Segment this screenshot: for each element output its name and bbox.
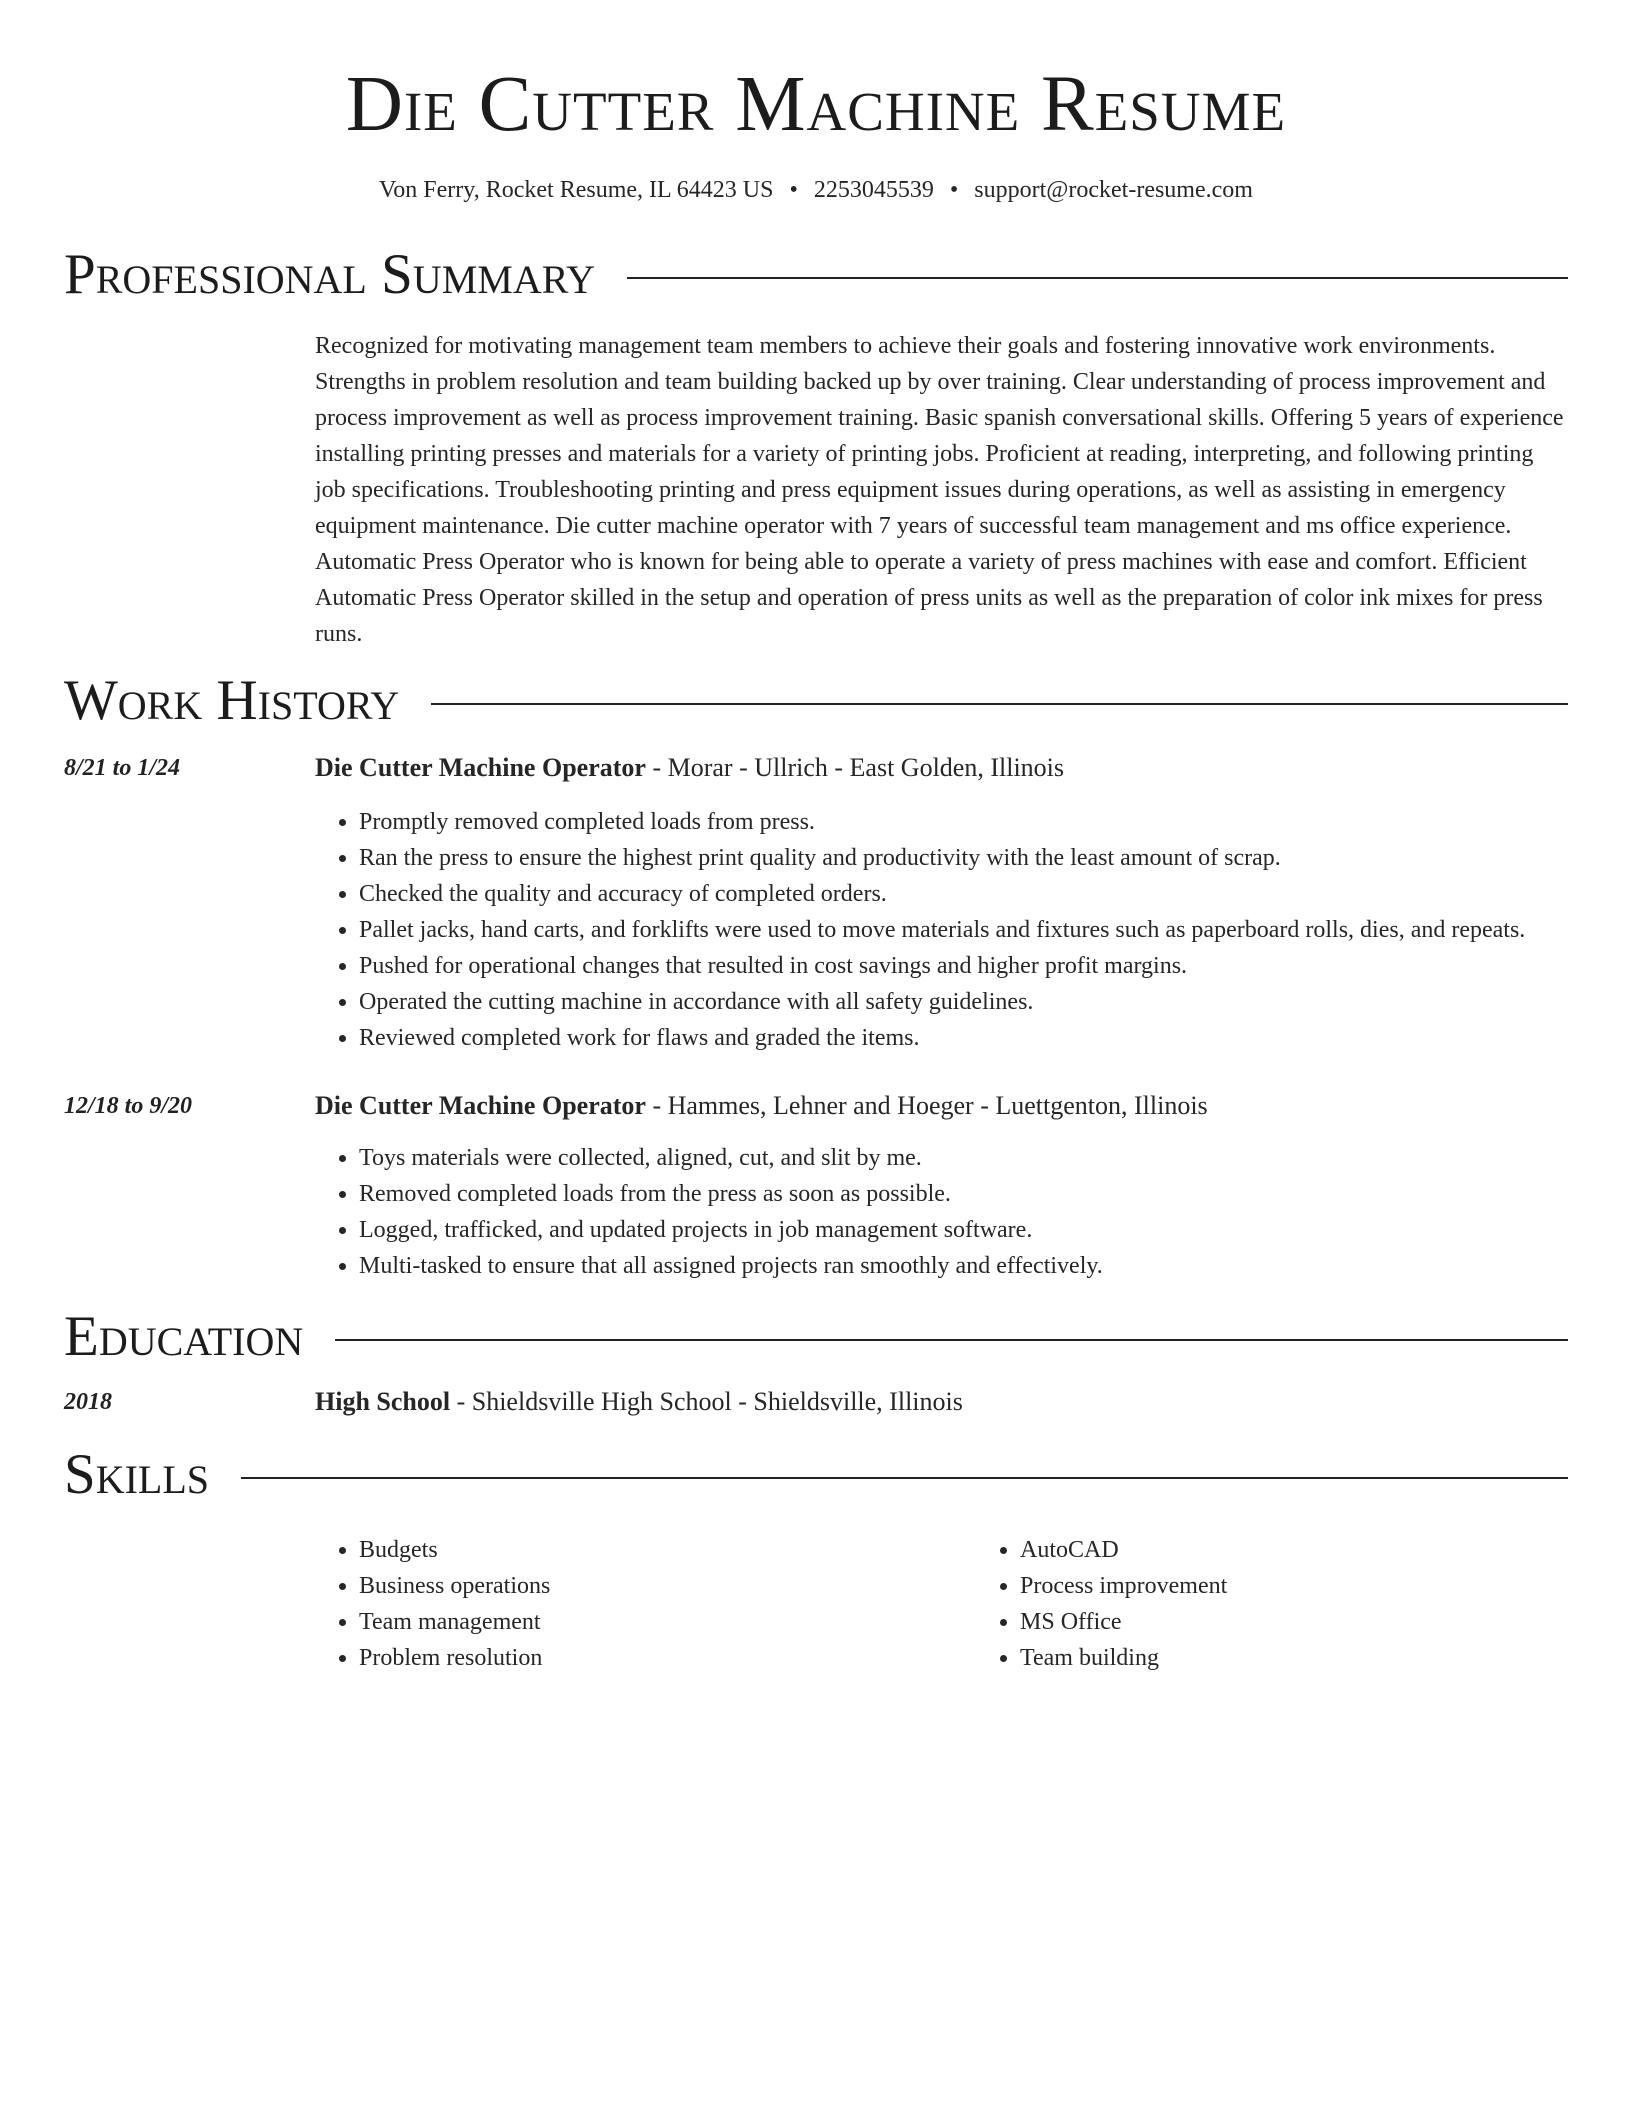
job-bullet: • Promptly removed completed loads from press. bbox=[359, 804, 1568, 840]
education-heading: Education bbox=[64, 1305, 304, 1368]
contact-phone: 2253045539 bbox=[813, 177, 934, 203]
skills-list-left bbox=[315, 1532, 976, 1676]
education-heading-line bbox=[315, 1384, 1568, 1420]
job-bullet: • Removed completed loads from the press as soon as possible. bbox=[359, 1176, 1568, 1212]
job-bullet: • Checked the quality and accuracy of completed orders. bbox=[359, 876, 1568, 912]
education-degree: High School bbox=[315, 1387, 451, 1416]
resume-title: Die Cutter Machine Resume bbox=[345, 61, 1287, 148]
work-history-section-header bbox=[64, 666, 1568, 736]
summary-section bbox=[64, 240, 1568, 652]
contact-separator: • bbox=[949, 177, 959, 203]
skill-item: • Budgets bbox=[359, 1532, 976, 1568]
summary-body bbox=[64, 328, 1568, 652]
job-entry bbox=[64, 1088, 1568, 1284]
job-title: Die Cutter Machine Operator bbox=[315, 1091, 646, 1120]
summary-content bbox=[315, 328, 1568, 652]
skills-list-right bbox=[976, 1532, 1632, 1676]
work-history-heading: Work History bbox=[64, 669, 400, 732]
job-dates: 8/21 to 1/24 bbox=[64, 755, 181, 781]
job-bullets bbox=[315, 1140, 1568, 1284]
job-title: Die Cutter Machine Operator bbox=[315, 753, 646, 782]
job-bullet: • Pushed for operational changes that resulted in cost savings and higher profit margins. bbox=[359, 948, 1568, 984]
section-divider bbox=[241, 1477, 1568, 1479]
job-bullet: • Toys materials were collected, aligned, cut, and slit by me. bbox=[359, 1140, 1568, 1176]
skill-item: • Team building bbox=[1020, 1640, 1632, 1676]
education-year: 2018 bbox=[64, 1389, 112, 1415]
summary-heading: Professional Summary bbox=[64, 243, 596, 306]
skill-item: • Team management bbox=[359, 1604, 976, 1640]
summary-left-spacer bbox=[64, 328, 315, 652]
education-section-header bbox=[64, 1302, 1568, 1372]
job-bullet: • Multi-tasked to ensure that all assigned projects ran smoothly and effectively. bbox=[359, 1248, 1568, 1284]
skill-item: • Business operations bbox=[359, 1568, 976, 1604]
education-details: - Shieldsville High School - Shieldsville, Illinois bbox=[450, 1387, 963, 1416]
job-bullet: • Logged, trafficked, and updated projects in job management software. bbox=[359, 1212, 1568, 1248]
summary-section-header bbox=[64, 240, 1568, 310]
contact-email: support@rocket-resume.com bbox=[974, 177, 1253, 203]
skills-heading: Skills bbox=[64, 1443, 210, 1506]
work-history-section bbox=[64, 666, 1568, 1284]
section-divider bbox=[335, 1339, 1568, 1341]
job-details: - Hammes, Lehner and Hoeger - Luettgenton, Illinois bbox=[645, 1091, 1208, 1120]
job-details: - Morar - Ullrich - East Golden, Illinois bbox=[645, 753, 1065, 782]
education-section bbox=[64, 1302, 1568, 1420]
job-heading bbox=[315, 750, 1568, 786]
contact-line bbox=[64, 174, 1568, 206]
job-dates: 12/18 to 9/20 bbox=[64, 1093, 193, 1119]
education-content bbox=[315, 1384, 1568, 1420]
section-divider bbox=[627, 277, 1568, 279]
skill-item: • AutoCAD bbox=[1020, 1532, 1632, 1568]
skills-section bbox=[64, 1440, 1568, 1676]
job-entry bbox=[64, 750, 1568, 1056]
contact-separator: • bbox=[789, 177, 798, 203]
job-heading bbox=[315, 1088, 1568, 1124]
skill-item: • MS Office bbox=[1020, 1604, 1632, 1640]
job-content bbox=[315, 1088, 1568, 1284]
job-bullet: • Pallet jacks, hand carts, and forklifts were used to move materials and fixtures such as paperboard rolls, dies, and repeats. bbox=[359, 912, 1568, 948]
job-bullet: • Operated the cutting machine in accordance with all safety guidelines. bbox=[359, 984, 1568, 1020]
summary-text: Recognized for motivating management team members to achieve their goals and fostering innovative work environments. Strengths in problem resolution and team building backed up by over training. Clear understanding of process improvement and process improvement as well as process improvement training. Basic spanish conversational skills. Offering 5 years of experience installing printing presses and materials for a variety of printing jobs. Proficient at reading, interpreting, and following printing job specifications. Troubleshooting printing and press equipment issues during operations, as well as assisting in emergency equipment maintenance. Die cutter machine operator with 7 years of successful team management and ms office experience. Automatic Press Operator who is known for being able to operate a variety of press machines with ease and comfort. Efficient Automatic Press Operator skilled in the setup and operation of press units as well as the preparation of color ink mixes for press runs. bbox=[315, 333, 1564, 647]
skill-item: • Process improvement bbox=[1020, 1568, 1632, 1604]
skills-left-spacer bbox=[64, 1532, 315, 1676]
education-entry bbox=[64, 1384, 1568, 1420]
skills-section-header bbox=[64, 1440, 1568, 1510]
job-bullets bbox=[315, 804, 1568, 1056]
section-divider bbox=[431, 703, 1568, 705]
skills-body bbox=[64, 1532, 1568, 1676]
job-bullet: • Ran the press to ensure the highest print quality and productivity with the least amount of scrap. bbox=[359, 840, 1568, 876]
job-content bbox=[315, 750, 1568, 1056]
contact-address: Von Ferry, Rocket Resume, IL 64423 US bbox=[379, 177, 774, 203]
skills-columns bbox=[315, 1532, 1632, 1676]
job-bullet: • Reviewed completed work for flaws and graded the items. bbox=[359, 1020, 1568, 1056]
skill-item: • Problem resolution bbox=[359, 1640, 976, 1676]
